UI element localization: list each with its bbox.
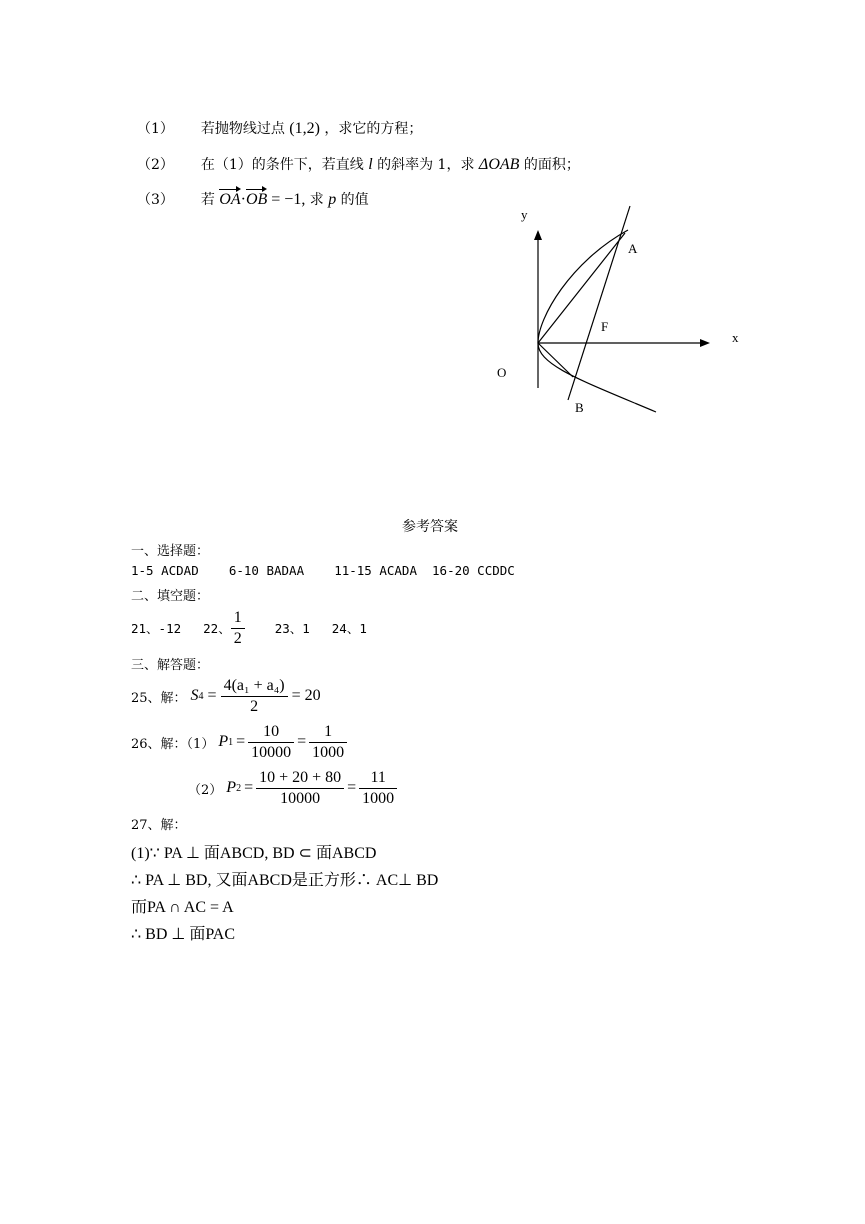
- answer-26-fraction-3: $\frac{10 + 20 + 80}{10000}$: [256, 768, 344, 809]
- answer-26-fraction-4: $\frac{11}{1000}$: [359, 768, 397, 809]
- x-axis-arrow: [700, 339, 710, 347]
- answer-21: 21、-12: [131, 621, 182, 636]
- point-a-label: A: [628, 241, 638, 256]
- answer-22-fraction: $\frac{1}{2}$: [231, 608, 245, 649]
- focus-label: F: [601, 319, 609, 334]
- section-solve-heading: 三、解答题：: [131, 658, 210, 673]
- answer-27-line-4: ∴ BD ⊥ 面PAC: [131, 926, 236, 943]
- answer-26-part2: （2） P 2 = $\frac{10 + 20 + 80}{10000}$ = $\frac{11}{1000}$: [188, 766, 397, 810]
- answer-26-label: 26、解：（1）: [131, 736, 215, 752]
- answer-25-label: 25、解：: [131, 690, 187, 706]
- answer-26-part1: 26、解：（1） P 1 = $\frac{10}{10000}$ = $\frac{1}{1000}$: [131, 720, 347, 764]
- answer-25-fraction: $\frac{\text{4(a₁ + a₄)}}{2}$: [221, 676, 288, 717]
- equals-value: = −1,: [267, 191, 306, 208]
- parabola-figure: [480, 200, 770, 425]
- answer-24: 24、1: [331, 621, 367, 636]
- question-text: 若抛物线过点: [200, 121, 285, 137]
- segment-ob: [538, 343, 573, 377]
- question-text-end: 的面积；: [523, 157, 580, 173]
- p-variable: p: [328, 191, 337, 208]
- question-text: 若: [200, 192, 215, 208]
- choice-answers: 1-5 ACDAD 6-10 BADAA 11-15 ACADA 16-20 CCDDC: [131, 563, 515, 578]
- question-2: [137, 154, 580, 174]
- answer-26-fraction-2: $\frac{1}{1000}$: [309, 722, 347, 763]
- answer-27-line-3: 而PA ∩ AC = A: [131, 899, 234, 916]
- section-fill-heading: 二、填空题：: [131, 589, 210, 604]
- point-value: (1,2): [289, 120, 320, 137]
- question-number: （3）: [137, 192, 174, 208]
- answers-title: 参考答案: [402, 519, 458, 535]
- vector-ob: OB: [245, 191, 268, 208]
- answer-26-label-2: （2）: [188, 782, 223, 798]
- answer-27-label: 27、解：: [131, 818, 187, 833]
- answer-25: 25、解： S 4 = $\frac{\text{4(a₁ + a₄)}}{2}$ = 20: [131, 676, 321, 715]
- answer-25-lhs: S: [190, 687, 199, 704]
- segment-oa: [538, 233, 625, 343]
- question-number: （1）: [137, 121, 174, 137]
- line-ab: [568, 206, 630, 400]
- triangle-name: ΔOAB: [478, 156, 520, 173]
- section-choice-heading: 一、选择题：: [131, 544, 210, 559]
- question-text-end: 的值: [336, 192, 369, 208]
- fill-answers: [131, 606, 367, 650]
- y-label: y: [521, 207, 528, 222]
- question-1: [137, 118, 422, 138]
- answer-26-fraction-1: $\frac{10}{10000}$: [248, 722, 294, 763]
- answer-25-lhs-sub: 4: [198, 690, 204, 702]
- vector-oa: OA: [219, 191, 241, 208]
- line-variable: l: [368, 156, 373, 173]
- answer-27-line-1: (1)∵ PA ⊥ 面ABCD, BD ⊂ 面ABCD: [131, 845, 377, 862]
- origin-label: O: [497, 365, 507, 380]
- question-number: （2）: [137, 157, 174, 173]
- point-b-label: B: [575, 400, 584, 415]
- question-text-mid: 求: [305, 192, 329, 208]
- question-text: 在（1）的条件下，若直线: [200, 157, 364, 173]
- question-text-end: ，求它的方程；: [324, 121, 423, 137]
- y-axis-arrow: [534, 230, 542, 240]
- answer-25-rhs: = 20: [291, 687, 321, 704]
- answer-27-line-2: ∴ PA ⊥ BD, 又面ABCD是正方形∴ AC⊥ BD: [131, 872, 439, 889]
- question-text-mid: 的斜率为 1，求: [377, 157, 475, 173]
- dot-operator: ·: [240, 191, 246, 208]
- answer-22: 22、: [203, 621, 231, 636]
- question-3: [137, 189, 369, 209]
- x-label: x: [732, 330, 739, 345]
- answer-23: 23、1: [274, 621, 310, 636]
